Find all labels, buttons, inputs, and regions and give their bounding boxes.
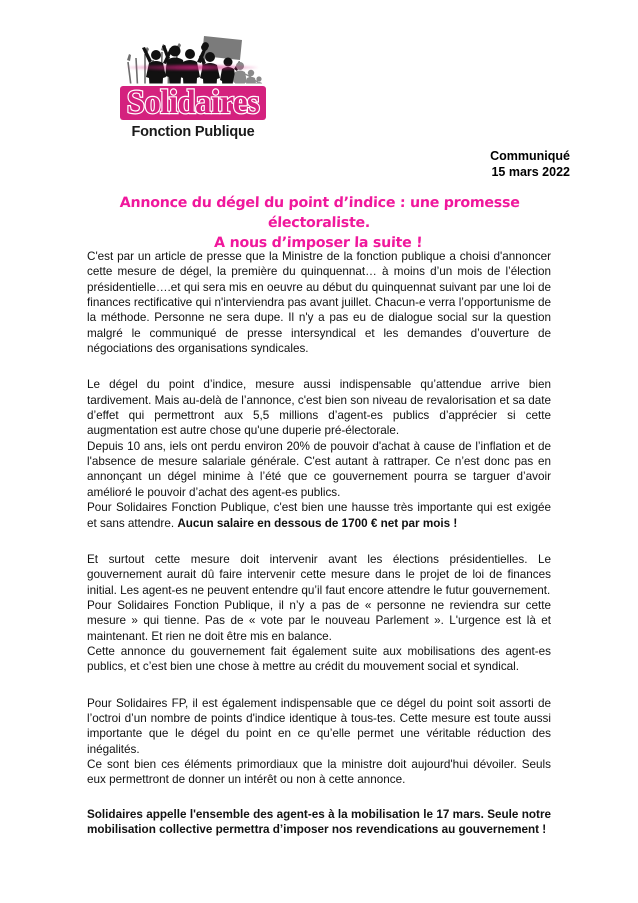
header-kicker: Communiqué — [490, 149, 570, 163]
logo-subtitle: Fonction Publique — [131, 124, 255, 140]
paragraph-1: C'est par un article de presse que la Ministre de la fonction publique a choisi d'annoncer cette mesure de dégel, la première du quinquennat… à moins d’un mois de l’élection présidentielle….et qui sera mis en oeuvre au début du quinquennat suivant par une loi de finances rectificative qui n'interviendra pas avant juillet. Chacun-e verra l’opportunisme de la méthode. Personne ne sera dupe. Il n'y a pas eu de dialogue social sur la question malgré le communiqué de presse intersyndical et les demandes d’ouverture de négociations des organisations syndicales. — [87, 250, 551, 356]
salary-demand-highlight: Aucun salaire en dessous de 1700 € net par mois ! — [177, 516, 458, 530]
paragraph-2-part-a: Le dégel du point d’indice, mesure aussi indispensable qu’attendue arrive bien tardivement. Mais au-delà de l’annonce, c'est bien son niveau de revalorisation et sa date d’effet qui permettront aux 5,5 millions d’agent-es publics d’apprécier si cette augmentation est autre chose qu'une duperie pré-électorale. — [87, 378, 551, 438]
page-title — [68, 193, 570, 253]
document-header — [490, 149, 570, 180]
paragraph-2-part-c — [87, 500, 551, 531]
page-title-line-2: A nous d’imposer la suite ! — [213, 235, 423, 251]
call-to-action-paragraph: Solidaires appelle l'ensemble des agent-es à la mobilisation le 17 mars. Seule notre mobilisation collective permettra d’imposer nos revendications au gouvernement ! — [87, 807, 551, 836]
document-body — [87, 249, 551, 837]
paragraph-2 — [87, 377, 551, 530]
paragraph-2-part-b: Depuis 10 ans, iels ont perdu environ 20% de pouvoir d'achat à cause de l’inflation et de l'absence de mesure salariale générale. C'est autant à rattraper. Ce n’est donc pas en annonçant un dégel minime à l’été que ce gouvernement pourra se targuer d’avoir amélioré le pouvoir d’achat des agent-es publics. — [87, 439, 551, 499]
paragraph-3-part-c: Cette annonce du gouvernement fait également suite aux mobilisations des agent-es publics, et c’est bien une chose à mettre au crédit du mouvement social et syndical. — [87, 644, 551, 674]
solidaires-logo — [118, 32, 268, 142]
paragraph-3-part-b: Pour Solidaires Fonction Publique, il n’y a pas de « personne ne reviendra sur cette mesure » qui tienne. Pas de « vote par le nouveau Parlement ». L'urgence est là et maintenant. Et rien ne doit être mis en balance. — [87, 598, 551, 643]
paragraph-3 — [87, 552, 551, 675]
paragraph-4-part-a: Pour Solidaires FP, il est également indispensable que ce dégel du point soit assorti de l’octroi d’un nombre de points d'indice identique à tous-tes. Cette mesure est toute aussi importante que le dégel du point en ce qu’elle permet une véritable réduction des inégalités. — [87, 696, 551, 756]
wordmark-label: Solidaires — [126, 84, 260, 121]
paragraph-4-part-b: Ce sont bien ces éléments primordiaux que la ministre doit aujourd'hui dévoiler. Seuls eux permettront de donner un intérêt ou non à cette annonce. — [87, 757, 551, 787]
paragraph-4 — [87, 696, 551, 788]
paragraph-2-part-c-normal: Pour Solidaires Fonction Publique, c'est bien une hausse très importante qui est exigée et sans attendre. — [87, 501, 551, 530]
wordmark-underline — [126, 65, 258, 70]
page-title-line-1: Annonce du dégel du point d’indice : une promesse électoraliste. — [119, 195, 520, 231]
paragraph-3-part-a: Et surtout cette mesure doit intervenir avant les élections présidentielles. Le gouvernement aurait dû faire intervenir cette mesure dans le projet de loi de finances initial. Les agent-es ne peuvent entendre qu’il faut encore attendre le futur gouvernement. — [87, 552, 551, 597]
solidaires-wordmark — [120, 84, 266, 124]
header-date: 15 mars 2022 — [491, 164, 570, 179]
